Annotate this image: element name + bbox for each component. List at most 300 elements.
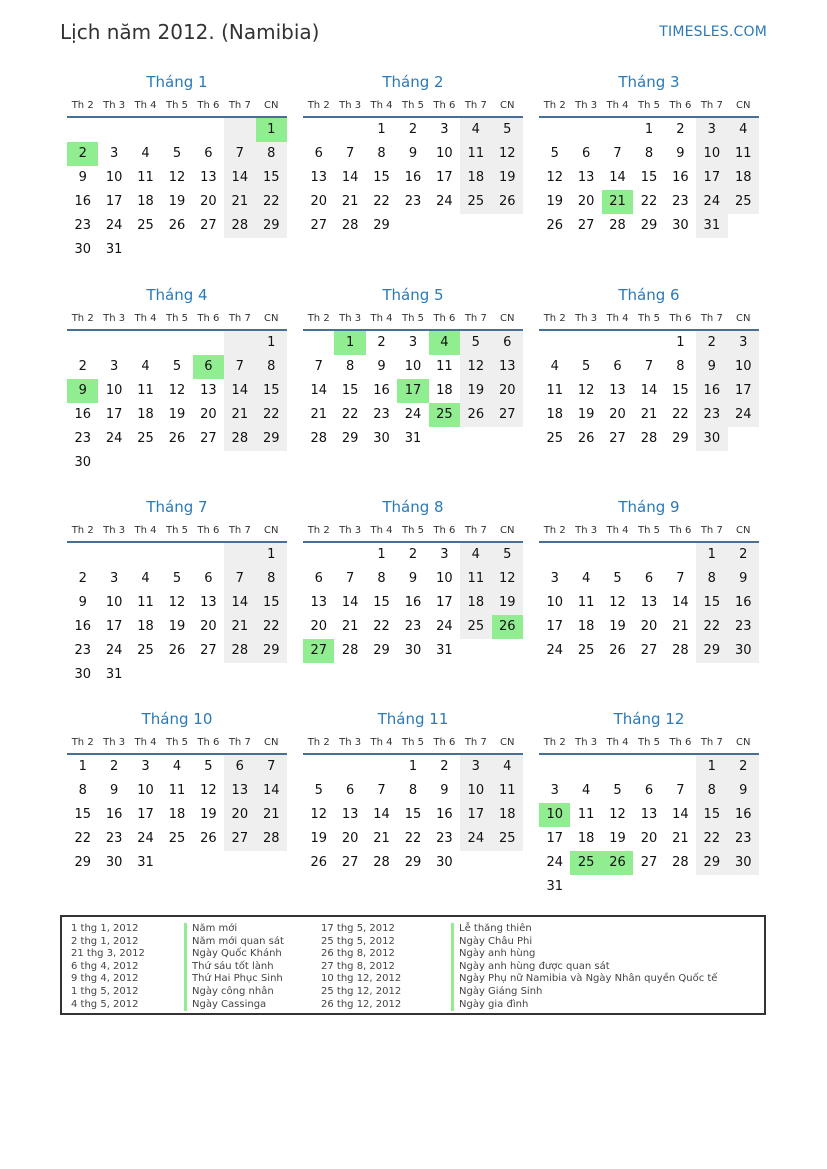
- day-cell: 3: [696, 118, 727, 142]
- day-cell: 16: [404, 595, 422, 610]
- empty-cell: [602, 755, 633, 779]
- day-cell: 8: [78, 783, 87, 798]
- weekday-label: Th 3: [103, 100, 126, 111]
- week-row: [67, 166, 287, 190]
- legend-date: 2 thg 1, 2012: [71, 935, 139, 947]
- day-cell: 10: [696, 142, 727, 166]
- day-cell: 26: [168, 643, 186, 658]
- week-row: [67, 803, 287, 827]
- day-cell: 29: [341, 431, 359, 446]
- day-cell: 2: [440, 759, 449, 774]
- day-cell: 24: [404, 407, 422, 422]
- day-cell: 6: [204, 571, 213, 586]
- day-cell: 19: [200, 807, 217, 822]
- weekday-label: Th 5: [165, 313, 188, 324]
- day-cell: 5: [492, 543, 523, 567]
- empty-cell: [98, 451, 129, 475]
- day-cell: 22: [341, 407, 359, 422]
- month-title: Tháng 6: [618, 286, 680, 304]
- day-cell: 30: [728, 639, 759, 663]
- week-row: [539, 851, 759, 875]
- empty-cell: [98, 543, 129, 567]
- day-cell: 20: [492, 379, 523, 403]
- empty-cell: [492, 851, 523, 875]
- empty-cell: [570, 755, 601, 779]
- day-cell: 30: [373, 431, 390, 446]
- day-cell: 29: [696, 639, 727, 663]
- day-cell: 19: [492, 166, 523, 190]
- weekday-label: Th 4: [370, 313, 393, 324]
- week-row: [303, 379, 523, 403]
- weekday-label: Th 4: [134, 525, 157, 536]
- weekday-label: Th 3: [103, 737, 126, 748]
- day-cell: 16: [74, 407, 91, 422]
- day-cell: 13: [492, 355, 523, 379]
- day-cell: 24: [105, 218, 123, 233]
- weekday-label: CN: [736, 313, 751, 324]
- day-cell: 5: [204, 759, 213, 774]
- day-cell: 25: [168, 831, 186, 846]
- empty-cell: [224, 851, 255, 875]
- week-row: [303, 355, 523, 379]
- day-cell: 17: [137, 807, 154, 822]
- weekday-label: Th 2: [307, 737, 330, 748]
- day-cell: 20: [609, 407, 626, 422]
- weekday-header: [303, 519, 523, 543]
- day-cell: 4: [141, 146, 150, 161]
- day-cell: 4: [172, 759, 182, 774]
- week-row: [303, 166, 523, 190]
- day-cell: 2: [78, 571, 87, 586]
- day-cell: 10: [728, 355, 759, 379]
- weekday-label: CN: [264, 525, 279, 536]
- month-calendar: [539, 497, 759, 663]
- day-cell: 1: [408, 759, 418, 774]
- day-cell: 22: [373, 619, 390, 634]
- day-cell: 28: [310, 431, 327, 446]
- month-title: Tháng 11: [377, 710, 449, 728]
- day-cell: 16: [696, 379, 727, 403]
- legend-left-dates: [71, 923, 145, 1011]
- month-title: Tháng 10: [141, 710, 213, 728]
- empty-cell: [665, 755, 696, 779]
- day-cell: 27: [303, 639, 334, 663]
- day-cell: 18: [460, 591, 491, 615]
- day-cell: 1: [696, 755, 727, 779]
- empty-cell: [492, 639, 523, 663]
- day-cell: 24: [436, 194, 453, 209]
- week-row: [539, 190, 759, 214]
- day-cell: 15: [341, 383, 359, 398]
- day-cell: 17: [105, 619, 123, 634]
- day-cell: 12: [460, 355, 491, 379]
- day-cell: 28: [224, 427, 255, 451]
- weekday-label: CN: [264, 100, 279, 111]
- day-cell: 17: [105, 194, 123, 209]
- weekday-label: CN: [500, 313, 515, 324]
- weekday-header: [67, 307, 287, 331]
- day-cell: 20: [577, 194, 595, 209]
- weekday-label: Th 2: [543, 737, 566, 748]
- weekday-header: [539, 307, 759, 331]
- empty-cell: [429, 214, 460, 238]
- day-cell: 26: [492, 190, 523, 214]
- weekday-label: Th 2: [307, 100, 330, 111]
- weekday-label: CN: [264, 737, 279, 748]
- weekday-label: CN: [736, 100, 751, 111]
- day-cell: 6: [314, 146, 323, 161]
- week-row: [67, 190, 287, 214]
- day-cell: 9: [408, 146, 418, 161]
- day-cell: 28: [224, 639, 255, 663]
- day-cell: 12: [168, 383, 186, 398]
- day-cell: 27: [640, 855, 658, 870]
- day-cell: 21: [224, 403, 255, 427]
- week-row: [67, 427, 287, 451]
- day-cell: 12: [168, 170, 186, 185]
- month-calendar: [303, 285, 523, 451]
- weekday-label: Th 7: [228, 100, 251, 111]
- empty-cell: [492, 214, 523, 238]
- day-cell: 10: [105, 170, 123, 185]
- day-cell: 31: [546, 879, 563, 894]
- day-cell: 10: [404, 359, 422, 374]
- day-cell: 29: [256, 427, 287, 451]
- day-cell: 5: [581, 359, 591, 374]
- month-calendar: [67, 709, 287, 875]
- empty-cell: [130, 331, 161, 355]
- day-cell: 14: [310, 383, 327, 398]
- weekday-label: Th 4: [606, 525, 629, 536]
- day-cell: 15: [696, 803, 727, 827]
- day-cell: 1: [676, 335, 685, 350]
- day-cell: 5: [314, 783, 323, 798]
- empty-cell: [728, 427, 759, 451]
- day-cell: 25: [570, 851, 601, 875]
- empty-cell: [429, 427, 460, 451]
- week-row: [303, 567, 523, 591]
- weekday-label: Th 2: [307, 313, 330, 324]
- weekday-label: Th 4: [606, 737, 629, 748]
- day-cell: 19: [168, 194, 186, 209]
- day-cell: 26: [492, 615, 523, 639]
- day-cell: 5: [613, 571, 622, 586]
- legend-date: 26 thg 12, 2012: [321, 998, 402, 1010]
- weekday-label: Th 2: [543, 313, 566, 324]
- day-cell: 9: [728, 779, 759, 803]
- day-cell: 14: [640, 383, 658, 398]
- day-cell: 27: [640, 643, 658, 658]
- legend-holiday-name: Năm mới quan sát: [192, 935, 284, 947]
- empty-cell: [224, 543, 255, 567]
- weekday-header: [67, 519, 287, 543]
- day-cell: 11: [168, 783, 186, 798]
- week-row: [67, 238, 287, 262]
- day-cell: 11: [546, 383, 563, 398]
- day-cell: 30: [436, 855, 453, 870]
- day-cell: 8: [676, 359, 685, 374]
- day-cell: 24: [105, 431, 123, 446]
- day-cell: 14: [341, 170, 359, 185]
- month-title: Tháng 8: [382, 498, 444, 516]
- empty-cell: [193, 543, 224, 567]
- week-row: [539, 591, 759, 615]
- day-cell: 2: [78, 359, 87, 374]
- day-cell: 5: [460, 331, 491, 355]
- empty-cell: [334, 118, 365, 142]
- day-cell: 8: [377, 146, 386, 161]
- day-cell: 17: [546, 831, 563, 846]
- day-cell: 22: [696, 827, 727, 851]
- weekday-label: Th 3: [339, 737, 362, 748]
- day-cell: 23: [373, 407, 390, 422]
- day-cell: 14: [609, 170, 626, 185]
- day-cell: 28: [672, 643, 689, 658]
- weekday-label: Th 7: [464, 737, 487, 748]
- day-cell: 25: [137, 431, 154, 446]
- day-cell: 26: [609, 643, 626, 658]
- day-cell: 8: [345, 359, 355, 374]
- empty-cell: [98, 331, 129, 355]
- empty-cell: [303, 331, 334, 355]
- empty-cell: [570, 331, 601, 355]
- day-cell: 1: [78, 759, 87, 774]
- day-cell: 28: [672, 855, 689, 870]
- legend-date: 4 thg 5, 2012: [71, 998, 139, 1010]
- day-cell: 8: [377, 571, 386, 586]
- legend-holiday-name: Ngày Quốc Khánh: [192, 948, 282, 960]
- day-cell: 7: [224, 355, 255, 379]
- legend-holiday-name: Ngày Phụ nữ Namibia và Ngày Nhân quyền Quốc tế: [459, 973, 718, 985]
- day-cell: 6: [581, 146, 591, 161]
- day-cell: 9: [109, 783, 119, 798]
- day-cell: 7: [676, 571, 685, 586]
- empty-cell: [256, 451, 287, 475]
- day-cell: 30: [74, 455, 91, 470]
- day-cell: 19: [609, 831, 626, 846]
- week-row: [303, 851, 523, 875]
- week-row: [303, 142, 523, 166]
- week-row: [539, 827, 759, 851]
- day-cell: 18: [492, 803, 523, 827]
- month-title: Tháng 3: [618, 73, 680, 91]
- day-cell: 27: [224, 827, 255, 851]
- week-row: [67, 591, 287, 615]
- day-cell: 21: [224, 190, 255, 214]
- weekday-label: Th 7: [700, 313, 723, 324]
- legend-date: 27 thg 8, 2012: [321, 960, 395, 972]
- day-cell: 29: [672, 431, 689, 446]
- weekday-label: Th 5: [637, 737, 660, 748]
- day-cell: 3: [728, 331, 759, 355]
- day-cell: 13: [200, 170, 217, 185]
- legend-date: 1 thg 1, 2012: [71, 923, 139, 934]
- day-cell: 11: [137, 170, 154, 185]
- day-cell: 23: [74, 218, 91, 233]
- day-cell: 16: [74, 194, 91, 209]
- weekday-label: Th 4: [134, 100, 157, 111]
- weekday-label: Th 2: [71, 100, 94, 111]
- day-cell: 9: [676, 146, 685, 161]
- weekday-label: Th 6: [433, 737, 456, 748]
- day-cell: 11: [137, 383, 154, 398]
- day-cell: 31: [696, 214, 727, 238]
- day-cell: 15: [696, 591, 727, 615]
- legend-date: 9 thg 4, 2012: [71, 973, 139, 985]
- empty-cell: [193, 118, 224, 142]
- week-row: [303, 591, 523, 615]
- day-cell: 11: [436, 359, 453, 374]
- empty-cell: [728, 214, 759, 238]
- day-cell: 5: [550, 146, 559, 161]
- empty-cell: [224, 238, 255, 262]
- empty-cell: [460, 214, 491, 238]
- weekday-label: Th 7: [464, 100, 487, 111]
- day-cell: 28: [373, 855, 390, 870]
- week-row: [67, 755, 287, 779]
- week-row: [303, 543, 523, 567]
- week-row: [539, 803, 759, 827]
- day-cell: 7: [256, 755, 287, 779]
- empty-cell: [460, 639, 491, 663]
- month-calendar: [303, 497, 523, 663]
- legend-right-names: [451, 923, 717, 1011]
- week-row: [303, 427, 523, 451]
- day-cell: 14: [224, 591, 255, 615]
- day-cell: 24: [436, 619, 453, 634]
- weekday-label: Th 7: [700, 525, 723, 536]
- weekday-label: Th 3: [575, 737, 598, 748]
- empty-cell: [224, 118, 255, 142]
- day-cell: 30: [696, 427, 727, 451]
- day-cell: 5: [613, 783, 622, 798]
- day-cell: 24: [105, 643, 123, 658]
- day-cell: 16: [74, 619, 91, 634]
- legend-date: 6 thg 4, 2012: [71, 960, 139, 972]
- empty-cell: [193, 238, 224, 262]
- day-cell: 13: [640, 595, 658, 610]
- weekday-label: Th 6: [433, 525, 456, 536]
- day-cell: 6: [193, 355, 224, 379]
- empty-cell: [570, 543, 601, 567]
- day-cell: 22: [373, 194, 390, 209]
- day-cell: 11: [728, 142, 759, 166]
- month-title: Tháng 2: [382, 73, 444, 91]
- day-cell: 11: [460, 142, 491, 166]
- weekday-label: Th 3: [575, 100, 598, 111]
- day-cell: 12: [200, 783, 217, 798]
- day-cell: 14: [224, 379, 255, 403]
- empty-cell: [161, 331, 192, 355]
- day-cell: 5: [172, 359, 182, 374]
- weekday-label: CN: [736, 525, 751, 536]
- day-cell: 23: [696, 403, 727, 427]
- empty-cell: [256, 851, 287, 875]
- day-cell: 20: [200, 407, 217, 422]
- day-cell: 11: [137, 595, 154, 610]
- week-row: [67, 779, 287, 803]
- day-cell: 23: [672, 194, 689, 209]
- day-cell: 20: [200, 619, 217, 634]
- empty-cell: [397, 214, 428, 238]
- weekday-header: [539, 94, 759, 118]
- day-cell: 7: [613, 146, 622, 161]
- day-cell: 1: [696, 543, 727, 567]
- weekday-label: Th 7: [228, 525, 251, 536]
- day-cell: 13: [341, 807, 359, 822]
- day-cell: 16: [436, 807, 453, 822]
- day-cell: 26: [310, 855, 327, 870]
- day-cell: 9: [408, 571, 418, 586]
- week-row: [303, 827, 523, 851]
- day-cell: 18: [728, 166, 759, 190]
- day-cell: 21: [672, 831, 689, 846]
- day-cell: 28: [224, 214, 255, 238]
- empty-cell: [602, 875, 633, 899]
- day-cell: 3: [440, 547, 449, 562]
- day-cell: 9: [728, 567, 759, 591]
- day-cell: 27: [200, 431, 217, 446]
- empty-cell: [460, 851, 491, 875]
- day-cell: 12: [609, 807, 626, 822]
- empty-cell: [665, 543, 696, 567]
- day-cell: 18: [546, 407, 563, 422]
- day-cell: 3: [440, 122, 449, 137]
- day-cell: 6: [644, 783, 654, 798]
- week-row: [539, 214, 759, 238]
- day-cell: 17: [546, 619, 563, 634]
- empty-cell: [256, 663, 287, 687]
- day-cell: 12: [310, 807, 327, 822]
- weekday-label: Th 5: [401, 737, 424, 748]
- month-calendar: [67, 72, 287, 262]
- site-link[interactable]: TIMESLES.COM: [659, 24, 767, 40]
- week-row: [303, 615, 523, 639]
- week-row: [67, 379, 287, 403]
- weekday-label: Th 7: [464, 313, 487, 324]
- day-cell: 13: [200, 383, 217, 398]
- day-cell: 11: [577, 807, 595, 822]
- weekday-label: Th 3: [339, 525, 362, 536]
- week-row: [303, 779, 523, 803]
- day-cell: 2: [408, 547, 418, 562]
- empty-cell: [161, 851, 192, 875]
- day-cell: 24: [460, 827, 491, 851]
- day-cell: 31: [404, 431, 422, 446]
- weekday-label: Th 2: [71, 313, 94, 324]
- day-cell: 10: [539, 803, 570, 827]
- day-cell: 21: [341, 619, 359, 634]
- day-cell: 7: [345, 146, 355, 161]
- day-cell: 2: [67, 142, 98, 166]
- day-cell: 11: [577, 595, 595, 610]
- day-cell: 21: [373, 831, 390, 846]
- day-cell: 7: [377, 783, 386, 798]
- day-cell: 10: [436, 146, 453, 161]
- day-cell: 18: [577, 619, 595, 634]
- day-cell: 17: [728, 379, 759, 403]
- day-cell: 31: [105, 667, 123, 682]
- week-row: [539, 427, 759, 451]
- day-cell: 17: [105, 407, 123, 422]
- weekday-header: [303, 94, 523, 118]
- weekday-label: Th 6: [197, 313, 220, 324]
- day-cell: 13: [224, 779, 255, 803]
- weekday-label: Th 2: [71, 525, 94, 536]
- empty-cell: [366, 755, 397, 779]
- day-cell: 19: [310, 831, 327, 846]
- day-cell: 21: [256, 803, 287, 827]
